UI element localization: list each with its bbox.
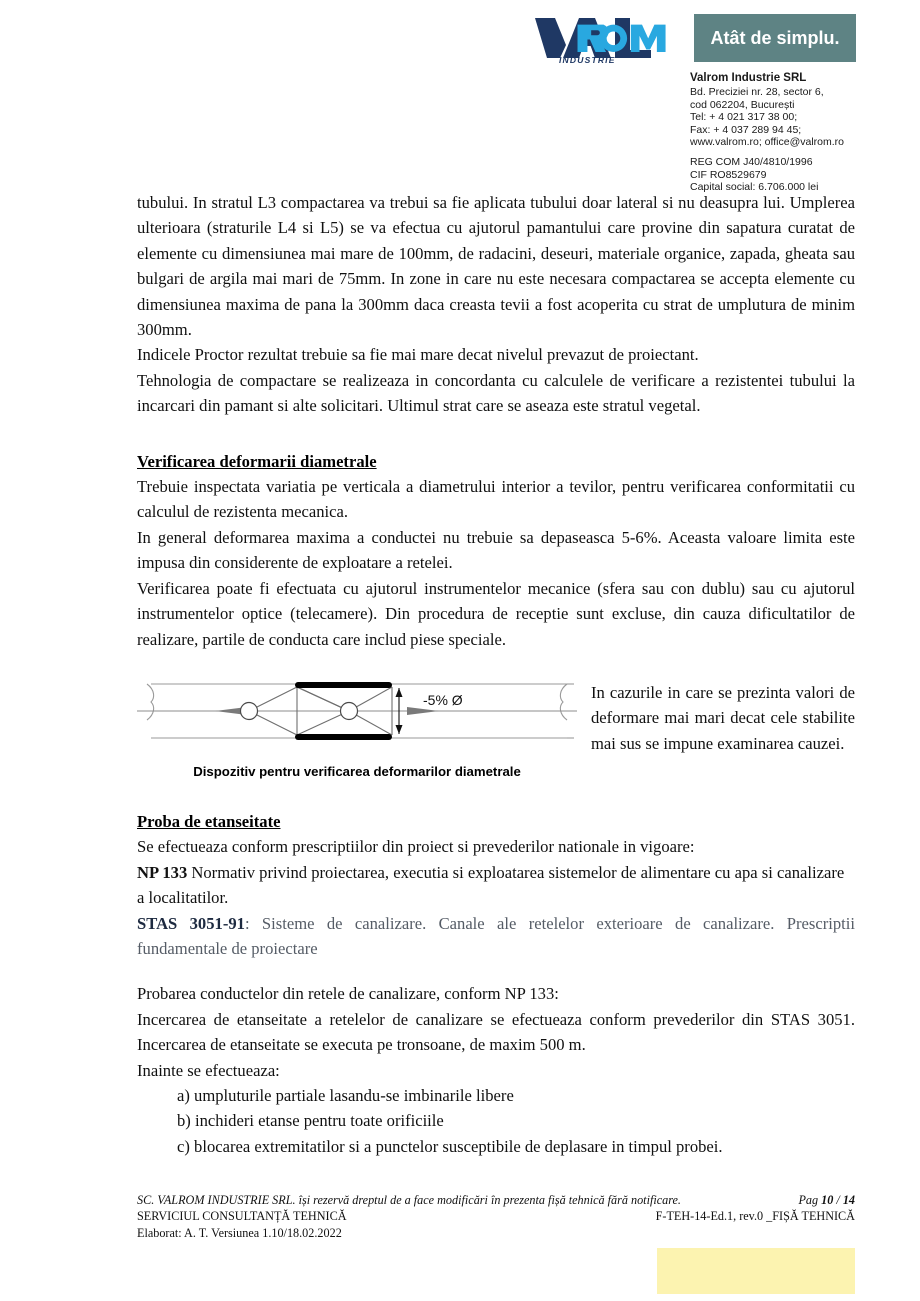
pivot-joint-left [241,702,258,719]
footer-disclaimer: SC. VALROM INDUSTRIE SRL. își rezervă dreptul de a face modificări în prezenta fișă tehnică fără notificare. [137,1193,681,1207]
list-item-a: a) umpluturile partiale lasandu-se imbinarile libere [177,1085,514,1105]
figure-side-text-block [577,672,855,756]
paragraph-vertical-variation: Trebuie inspectata variatia pe verticala a diametrului interior a tevilor, pentru verificarea conformitatii cu calculul de rezistenta mecanica. [137,477,855,522]
deformation-percent-label: -5% Ø [423,691,463,708]
paragraph-stas-3051-91 [137,911,855,962]
paragraph-np133 [137,860,855,911]
np133-description: Normativ privind proiectarea, executia si exploatarea sistemelor de alimentare cu apa si canalizare a localitatilor. [137,862,845,908]
right-arrow-head [407,707,439,715]
stas-code: STAS 3051-91 [137,913,245,933]
section-spacer-2 [137,779,855,809]
paragraph-max-deformation: In general deformarea maxima a conductei nu trebuie sa depaseasca 5-6%. Aceasta valoare limita este impusa din considerente de exploatare a retelei. [137,527,855,573]
dimension-arrow-bottom [396,725,403,734]
list-item-c: c) blocarea extremitatilor si a punctelor susceptibile de deplasare in timpul probei. [177,1136,723,1156]
company-fax: Fax: + 4 037 289 94 45; [690,123,802,136]
page-separator: / [833,1193,843,1207]
logo-subtitle: INDUSTRIE [559,55,616,65]
figure-row [137,672,855,779]
page-current: 10 [821,1193,834,1207]
company-address-line-1: Bd. Preciziei nr. 28, sector 6, [690,86,824,98]
company-website-email: www.valrom.ro; office@valrom.ro [690,136,845,149]
footer-page-number [798,1192,855,1208]
company-info-block [690,71,890,194]
company-telephone: Tel: + 4 021 317 38 00; [690,111,798,124]
deformation-device-figure [137,672,577,779]
pipe-left-break [147,684,154,720]
page-prefix: Pag [798,1193,822,1207]
document-content [137,190,855,1159]
company-address-line-2: cod 062204, București [690,98,795,111]
list-item-b: b) inchideri etanse pentru toate orificiile [177,1111,444,1131]
pivot-joint-right [341,702,358,719]
footer-row-elaborat [137,1225,855,1242]
section-spacer-1 [137,419,855,449]
section-heading-tightness-test: Proba de etanseitate [137,811,281,831]
tagline-banner [694,14,856,62]
contact-pad-bottom [295,734,392,740]
page-header [0,0,920,194]
footer-elaborat: Elaborat: A. T. Versiunea 1.10/18.02.2022 [137,1225,342,1240]
footer-service-department: SERVICIUL CONSULTANȚĂ TEHNICĂ [137,1209,347,1223]
footer-row-disclaimer [137,1192,855,1208]
paragraph-testing-per-np133: Probarea conductelor din retele de canalizare, conform NP 133: [137,984,559,1004]
figure-spacer-top [137,652,855,672]
paragraph-compaction-technology: Tehnologia de compactare se realizeaza in concordanta cu calculele de verificare a rezistentei tubului la incarcari din pamant si alte solicitari. Ultimul strat care se aseaza este stratul vegetal. [137,370,855,416]
paragraph-tightness-sections: Incercarea de etanseitate a retelelor de canalizare se efectueaza conform prevederilor din STAS 3051. Incercarea de etanseitate se executa pe tronsoane, de maxim 500 m. [137,1009,855,1055]
np133-code: NP 133 [137,862,188,882]
company-cif: CIF RO8529679 [690,168,767,181]
contact-pad-top [295,682,392,688]
figure-caption: Dispozitiv pentru verificarea deformarilor diametrale [193,763,521,779]
footer-highlight-box [657,1248,855,1294]
company-capital: Capital social: 6.706.000 lei [690,181,819,194]
pipe-right-break [560,684,567,720]
page-footer [137,1192,855,1241]
footer-row-service [137,1208,855,1225]
valrom-logo-svg [533,12,685,68]
paragraph-performed-per-specs: Se efectueaza conform prescriptiilor din proiect si prevederilor nationale in vigoare: [137,837,695,857]
company-name: Valrom Industrie SRL [690,72,807,84]
paragraph-before-performing: Inainte se efectueaza: [137,1060,280,1080]
section-heading-diametral-deformation: Verificarea deformarii diametrale [137,451,377,471]
valrom-logo [533,12,685,68]
deformation-device-diagram [137,672,577,757]
company-reg-com: REG COM J40/4810/1996 [690,155,813,168]
dimension-arrow-top [396,688,403,697]
company-info-divider [690,149,890,156]
tagline-text: Atât de simplu. [710,27,840,48]
stas-description: : Sisteme de canalizare. Canale ale retelelor exterioare de canalizare. Prescriptii fundamentale de proiectare [137,913,856,958]
paragraph-verification-instruments: Verificarea poate fi efectuata cu ajutorul instrumentelor mecanice (sfera sau con dublu) sau cu ajutorul instrumentelor optice (telecamere). Din procedura de receptie sunt excluse, din cauza dificultatilor de realizare, partile de conducta care includ piese speciale. [137,578,855,649]
paragraph-proctor-index: Indicele Proctor rezultat trebuie sa fie mai mare decat nivelul prevazut de proiectant. [137,345,699,365]
paragraph-compaction: tubului. In stratul L3 compactarea va trebui sa fie aplicata tubului doar lateral si nu deasupra lui. Umplerea ulterioara (straturile L4 si L5) se va efectua cu ajutorul pamantului care provine din sapatura curatat de elemente cu dimensiunea mai mare de 100mm, de radacini, deseuri, materiale organice, zapada, gheata sau bulgari de argila mai mari de 75mm. In zone in care nu este necesara compactarea se accepta elemente cu dimensiunea maxima de pana la 300mm daca creasta tevii a fost acoperita cu strat de umplutura de minim 300mm. [137,193,855,340]
footer-document-code: F-TEH-14-Ed.1, rev.0 _FIȘĂ TEHNICĂ [655,1209,855,1223]
page-total: 14 [842,1193,855,1207]
section-spacer-3 [137,961,855,981]
paragraph-excess-deformation: In cazurile in care se prezinta valori de deformare mai mari decat cele stabilite mai sus se impune examinarea cauzei. [591,682,855,753]
